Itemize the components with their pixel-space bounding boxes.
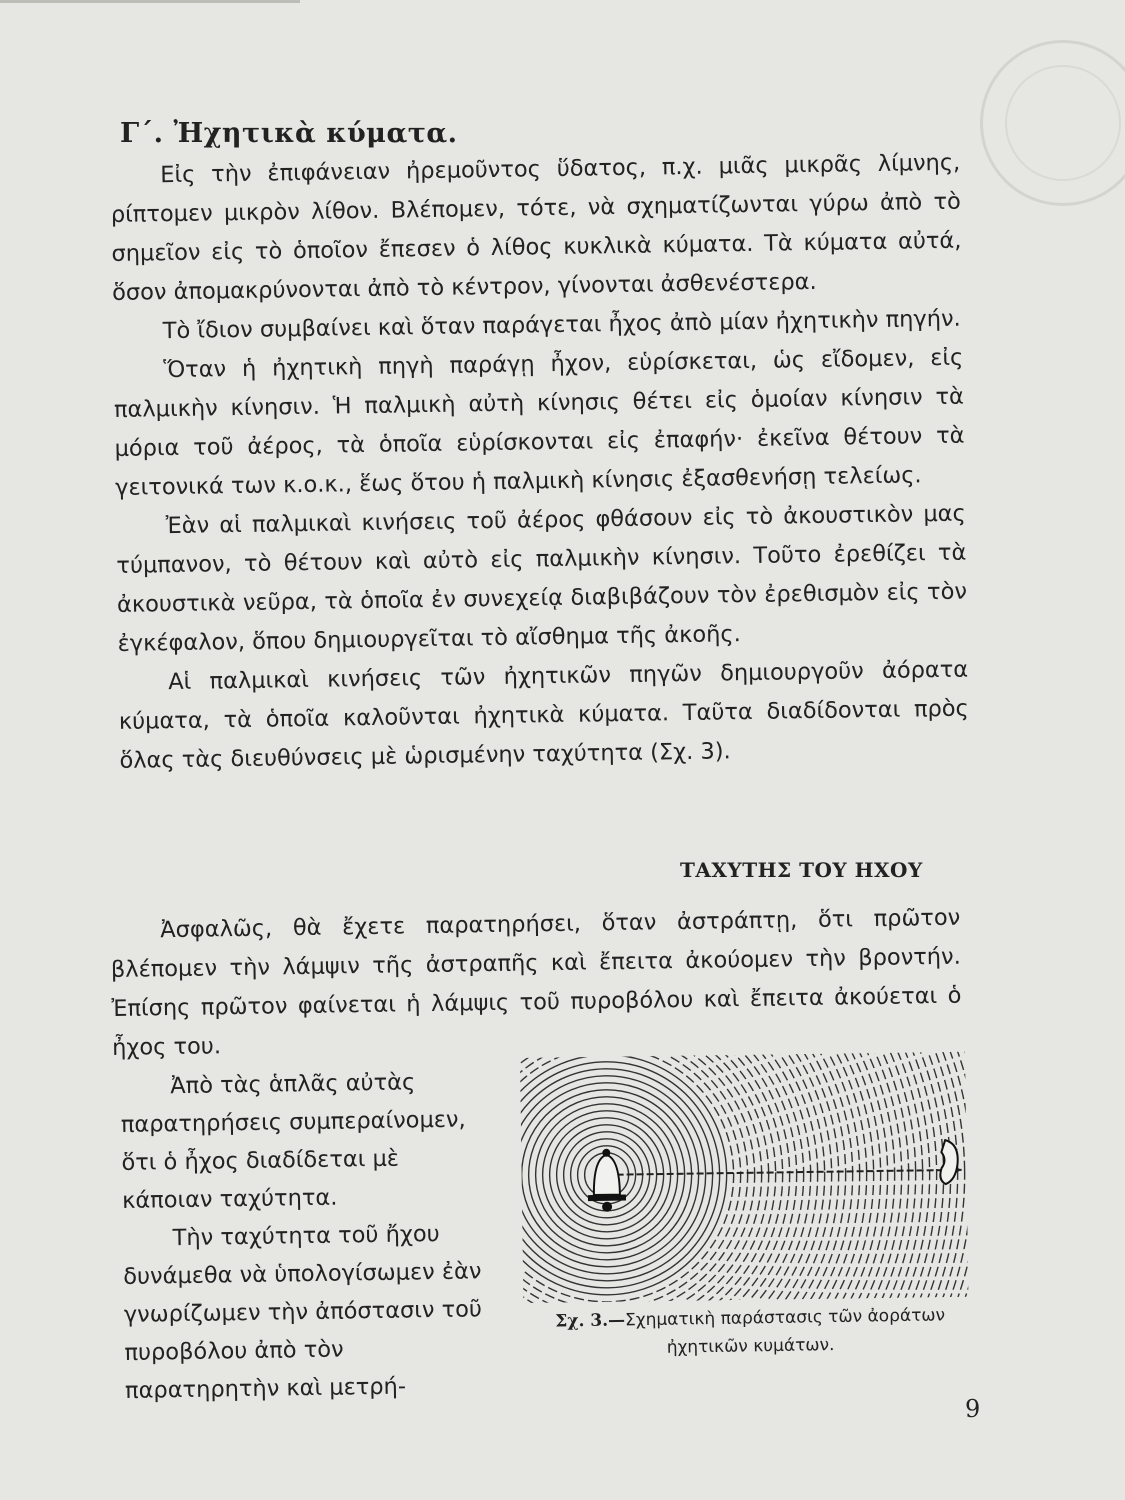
paragraph: Εἰς τὴν ἐπιφάνειαν ἠρεμοῦντος ὕδατος, π.χ. μιᾶς μικρᾶς λίμνης, ρίπτομεν μικρὸν λίθον. Βλέπομεν, τότε, νὰ σχηματίζωνται γύρω ἀπὸ τὸ σημεῖον εἰς τὸ ὁποῖον ἔπεσεν ὁ λίθος κυκλικὰ κύματα. Τὰ κύματα αὐτά, ὅσον ἀπομακρύνονται ἀπὸ τὸ κέντρον, γίνονται ἀσθενέστερα.	[110, 149, 962, 306]
figure-caption	[520, 1301, 981, 1364]
body-text	[110, 144, 970, 781]
paragraph: Ἀπὸ τὰς ἁπλᾶς αὐτὰς παρατηρήσεις συμπεραίνομεν, ὅτι ὁ ἦχος διαδίδεται μὲ κάποιαν ταχύτητα.	[120, 1069, 466, 1214]
subheading: ΤΑΧΥΤΗΣ ΤΟΥ ΗΧΟΥ	[680, 858, 923, 882]
paragraph: Τὴν ταχύτητα τοῦ ἤχου δυνάμεθα νὰ ὑπολογίσωμεν ἐὰν γνωρίζωμεν τὴν ἀπόστασιν τοῦ πυροβόλου ἀπὸ τὸν παρατηρητὴν καὶ μετρή-	[123, 1221, 483, 1404]
sound-waves-figure	[520, 1052, 968, 1303]
figure-caption-text: Σχηματικὴ παράστασις τῶν ἀοράτων ἠχητικῶν κυμάτων.	[624, 1305, 946, 1358]
paragraph: Ἀσφαλῶς, θὰ ἔχετε παρατηρήσει, ὅταν ἀστράπτῃ, ὅτι πρῶτον βλέπομεν τὴν λάμψιν τῆς ἀστραπῆς καὶ ἔπειτα ἀκούομεν τὴν βροντήν. Ἐπίσης πρῶτον φαίνεται ἡ λάμψις τοῦ πυροβόλου καὶ ἔπειτα ἀκούεται ὁ ἦχος του.	[110, 904, 962, 1061]
library-stamp	[980, 40, 1125, 206]
section-title: Γ΄. Ἠχητικὰ κύματα.	[120, 118, 458, 149]
top-rule	[0, 0, 300, 3]
left-column-text	[120, 1062, 495, 1410]
paragraph: Ὅταν ἡ ἠχητικὴ πηγὴ παράγῃ ἦχον, εὑρίσκεται, ὡς εἴδομεν, εἰς παλμικὴν κίνησιν. Ἡ παλμικὴ αὐτὴ κίνησις θέτει εἰς ὁμοίαν κίνησιν τὰ μόρια τοῦ ἀέρος, τὰ ὁποῖα εὑρίσκονται εἰς ἐπαφήν· ἐκεῖνα θέτουν τὰ γειτονικά των κ.ο.κ., ἕως ὅτου ἡ παλμικὴ κίνησις ἐξασθενήσῃ τελείως.	[113, 344, 965, 501]
paragraph: Αἱ παλμικαὶ κινήσεις τῶν ἠχητικῶν πηγῶν δημιουργοῦν ἀόρατα κύματα, τὰ ὁποῖα καλοῦνται ἠχητικὰ κύματα. Ταῦτα διαδίδονται πρὸς ὅλας τὰς διευθύνσεις μὲ ὡρισμένην ταχύτητα (Σχ. 3).	[118, 656, 969, 774]
paragraph: Ἐὰν αἱ παλμικαὶ κινήσεις τοῦ ἀέρος φθάσουν εἰς τὸ ἀκουστικὸν μας τύμπανον, τὸ θέτουν καὶ αὐτὸ εἰς παλμικὴν κίνησιν. Τοῦτο ἐρεθίζει τὰ ἀκουστικὰ νεῦρα, τὰ ὁποῖα ἐν συνεχείᾳ διαβιβάζουν τὸν ἐρεθισμὸν εἰς τὸν ἐγκέφαλον, ὅπου δημιουργεῖται τὸ αἴσθημα τῆς ἀκοῆς.	[116, 500, 968, 657]
speed-text	[110, 899, 962, 1068]
page-number: 9	[965, 1395, 981, 1423]
figure-label: Σχ. 3.—	[555, 1310, 626, 1332]
paragraph: Τὸ ἴδιον συμβαίνει καὶ ὅταν παράγεται ἦχος ἀπὸ μίαν ἠχητικὴν πηγήν.	[162, 305, 961, 345]
